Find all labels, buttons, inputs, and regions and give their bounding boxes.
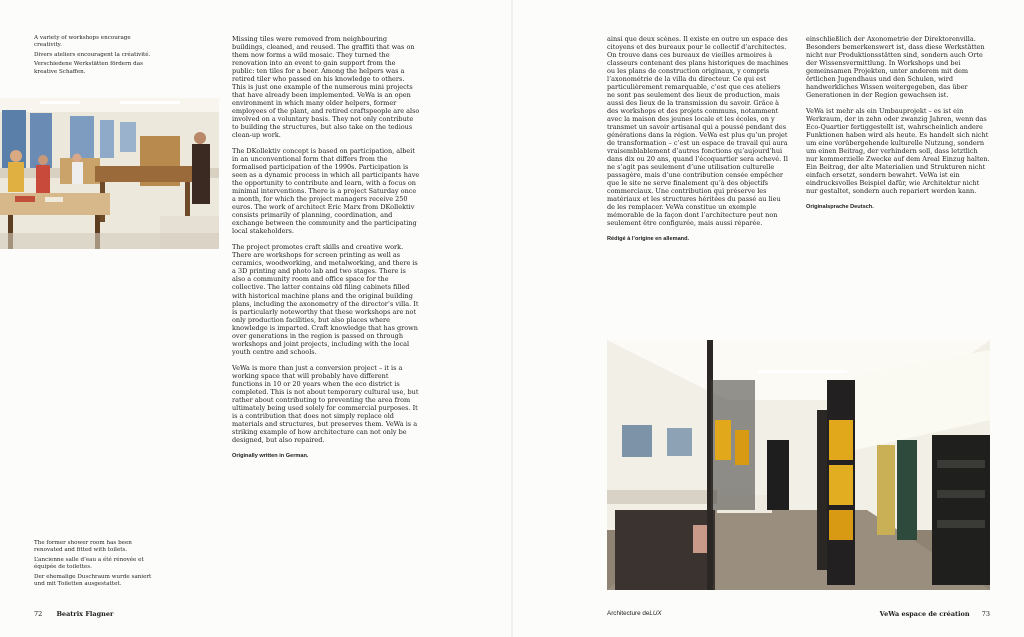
series-name-prefix: Architecture de [607, 610, 650, 617]
french-paragraph: ainsi que deux scènes. Il existe en outre un espace des citoyens et des bureaux pour le collectif d’architectes. On trouve dans ces bureaux de vieilles armoires à classeurs contenant des plans historiques de machines ou les plans de construction originaux, y compris l’axonométrie de la villa du directeur. Ce qui est particulièrement remarquable, c’est que ces ateliers ne sont pas seulement des lieux de production, mais aussi des lieux de la transmission du savoir. Grâce à des workshops et des projets communs, notamment avec la maison des jeunes locale et les écoles, on y transmet un savoir artisanal qui a poussé pendant des générations dans la région. VeWa est plus qu’un projet de transformation – c’est un espace de travail qui aura vraisemblablement d’autres fonctions qu’aujourd’hui dans dix ou 20 ans, quand l’écoquartier sera achevé. Il ne s’agit pas seulement d’une utilisation culturelle passagère, mais d’une contribution censée empêcher que le site ne serve finalement qu’à des objectifs commerciaux. Une contribution qui préserve les matériaux et les structures héritées du passé au lieu de les remplacer. VeWa constitue un exemple mémorable de la façon dont l’architecture peut non seulement être configurée, mais aussi réparée. [607, 35, 789, 228]
caption-shower-de: Der ehemalige Duschraum wurde saniert und mit Toiletten ausgestattet. [34, 573, 152, 587]
left-author: Beatrix Flagner [56, 610, 114, 618]
german-paragraph: VeWa ist mehr als ein Umbauprojekt – es ist ein Werkraum, der in zehn oder zwanzig Jahren, wenn das Eco-Quartier fertiggestellt ist, wahrscheinlich andere Funktionen haben wird als heute. Es handelt sich nicht um eine vorübergehende kulturelle Nutzung, sondern um einen Beitrag, der verhindern soll, dass letztlich nur kommerzielle Zwecke auf dem Areal Einzug halten. Ein Beitrag, der alte Materialien und Strukturen nicht einfach ersetzt, sondern bewahrt. VeWa ist ein eindrucksvolles Beispiel dafür, wie Architektur nicht nur gestaltet, sondern auch repariert werden kann. [806, 107, 990, 196]
caption-shower-fr: L’ancienne salle d’eau a été rénovée et équipée de toilettes. [34, 556, 144, 570]
german-text-column [806, 35, 990, 219]
shower-room-photo [607, 340, 990, 590]
english-paragraph: The DKollektiv concept is based on participation, albeit in an unconventional form that differs from the formalised participation of the 1990s. Participation is seen as a dynamic process in which all participants have the opportunity to contribute and learn, with a focus on minimal interventions. There is a project Saturday once a month, for which the project managers receive 250 euros. The work of architect Eric Marx from DKollektiv consists primarily of planning, coordination, and exchange between the community and the participating local stakeholders. [232, 147, 420, 236]
german-origin-note: Originalsprache Deutsch. [806, 204, 874, 211]
english-origin-note: Originally written in German. [232, 452, 309, 459]
german-paragraph: einschließlich der Axonometrie der Direktorenvilla. Besonders bemerkenswert ist, dass diese Werkstätten nicht nur Produktionsstätten sind, sondern auch Orte der Wissensvermittlung. In Workshops und bei gemeinsamen Projekten, unter anderem mit dem örtlichen Jugendhaus und den Schulen, wird handwerkliches Wissen weitergegeben, das über Generationen in der Region gewachsen ist. [806, 35, 985, 100]
english-paragraph: The project promotes craft skills and creative work. There are workshops for screen printing as well as ceramics, woodworking, and metalworking, and there is a 3D printing and photo lab and two stages. There is also a community room and office space for the collective. The latter contains old filing cabinets filled with historical machine plans and the original building plans, including the axonometry of the director’s villa. It is particularly noteworthy that these workshops are not only production facilities, but also places where knowledge is imparted. Craft knowledge that has grown over generations in the region is passed on through workshops and joint projects, including with the local youth centre and schools. [232, 243, 419, 356]
caption-workshops-en: A variety of workshops encourage creativity. [34, 35, 131, 49]
right-running-title: VeWa espace de création [879, 610, 970, 618]
caption-workshops-fr: Divers ateliers encouragent la créativité. [34, 51, 151, 58]
french-origin-note: Rédigé à l’origine en allemand. [607, 236, 690, 243]
left-page-number: 72 [34, 610, 43, 618]
left-footer [34, 610, 113, 618]
series-name-suffix: LUX [649, 610, 662, 617]
caption-workshops-de: Verschiedene Werkstätten fördern das kreative Schaffen. [34, 61, 143, 75]
french-text-column [607, 35, 790, 251]
english-paragraph: VeWa is more than just a conversion project – it is a working space that will probably have different functions in 10 or 20 years when the eco district is completed. This is not about temporary cultural use, but rather about contributing to preventing the area from ultimately being used solely for commercial purposes. It is a contribution that does not simply replace old materials and structures, but preserves them. VeWa is a striking example of how architecture can not only be designed, but also repaired. [232, 363, 419, 444]
shower-room-photo-illustration [607, 340, 990, 590]
caption-shower-en: The former shower room has been renovated and fitted with toilets. [34, 540, 132, 554]
english-text-column [232, 35, 420, 468]
page-gutter [511, 0, 513, 637]
workshop-photo [0, 98, 219, 249]
caption-shower-room [34, 540, 152, 590]
workshop-photo-illustration [0, 98, 219, 249]
english-paragraph: Missing tiles were removed from neighbouring buildings, cleaned, and reused. The graffiti that was on them now forms a wild mosaic. They turned the renovation into an event to gain support from the public: ten tiles for a beer. Among the helpers was a retired tiler who passed on his knowledge to others. This is just one example of the numerous mini projects that have already been implemented. VeWa is an open environment in which many older helpers, former employees of the plant, and retired craftspeople are also involved on a voluntary basis. They not only contribute to building the structures, but also take on the tedious clean-up work. [232, 35, 420, 140]
right-footer-title [860, 610, 990, 618]
right-page-number: 73 [981, 610, 990, 618]
caption-workshops [34, 35, 152, 78]
right-footer-series [607, 610, 662, 618]
